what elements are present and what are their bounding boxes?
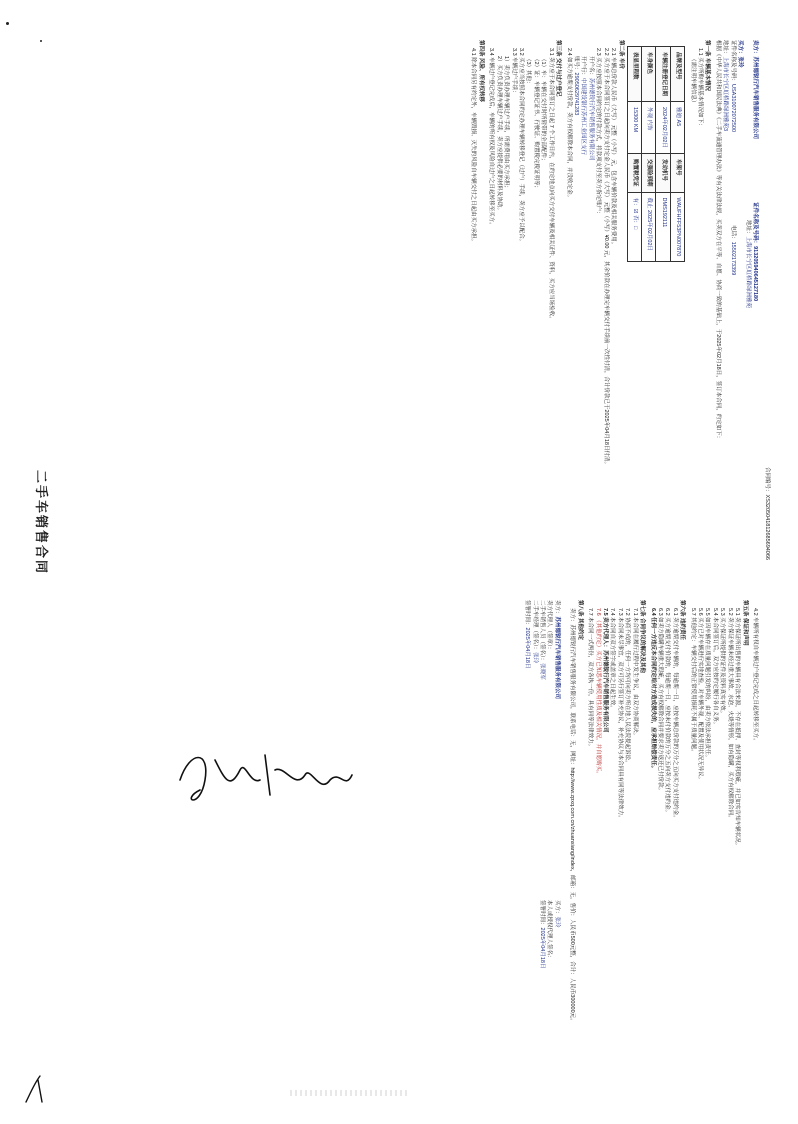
contract-body-left — [763, 40, 770, 560]
seller-agent-row — [545, 600, 552, 699]
seller-sign-name: 苏州德锐行汽车销售服务有限公司 — [553, 616, 560, 700]
preamble: 根据《中华人民共和国民法典》《二手车流通管理办法》等有关法律法规，买卖双方在平等、自愿、协商一致的基础上，于2025年02月18日，签订本合同，约定如下： — [714, 40, 721, 442]
table-row — [641, 47, 655, 262]
column-a — [469, 40, 758, 540]
buyer-agent-row — [545, 900, 552, 969]
table-cell: 发动机号 — [656, 154, 670, 193]
buyer-phone: 15502173399 — [729, 241, 736, 276]
account-label: 账号： — [572, 56, 579, 73]
table-cell: 品牌及型号 — [670, 47, 684, 102]
seller-row — [751, 40, 758, 540]
seller-address: 上海市长宁区虹桥路绿洲雅苑 — [744, 236, 751, 309]
seller-name: 苏州德锐行汽车销售服务有限公司 — [752, 56, 758, 140]
ch7-p72: 7.2 协商不成的，任何一方均可向卖方所在地人民法院提起诉讼。 — [624, 608, 631, 766]
ch5-p51: 5.1 卖方保证所出售的车辆具有合法来源，不存在抵押、查封等权利瑕疵，并已如实告知车辆状况。 — [734, 608, 741, 849]
ch3-p33a: 1）卖方负责办理车辆过户手续，所需费用由买方承担； — [503, 56, 510, 192]
ch4-title: 第四条 风险、所有权转移 — [477, 40, 484, 103]
contract-number-label: 合同编号： — [764, 467, 770, 495]
seller-broker: 张晓军 — [539, 663, 546, 680]
bank: 中国建设银行苏州工业园区支行 — [580, 78, 587, 156]
seller-broker2-row — [530, 600, 537, 699]
seller-address-row — [743, 40, 750, 540]
seller-agent-label: 卖方代理人（签章）： — [546, 600, 553, 653]
ch3-p31a: （1）车：车辆在交付时所附带的全部配件； — [540, 56, 547, 164]
ch6-p61: 6.1 卖方逾期交付车辆的，每逾期一日，应按车辆总价款的万分之五向买方支付违约金。 — [671, 608, 678, 821]
buyer-address-label: 地址： — [722, 40, 729, 57]
ch7-p76: 7.6 （其他约定）买方已知悉车辆使用性质及相关情况，并自愿购买。 — [594, 608, 601, 777]
buyer-sign-label: 买方： — [553, 900, 560, 917]
bank-label: 开户行： — [580, 56, 587, 79]
pen-mark — [20, 1072, 50, 1108]
ch5-p56: 5.6 买方已对车辆进行实地查验，对车辆外观、配置及使用状况无异议。 — [697, 608, 704, 783]
bank-name-row — [586, 40, 593, 540]
scan-smudge — [290, 1090, 410, 1096]
ch1-sub: （需注明车辆信息） — [689, 56, 696, 106]
speck — [6, 22, 9, 25]
table-cell: DMS192111 — [656, 192, 670, 262]
seller-broker2: 张玲 — [531, 652, 538, 664]
seller-broker2-label: 二手车经理（签名）： — [531, 600, 538, 653]
table-row — [627, 47, 641, 262]
table-cell: 交强险到期 — [641, 154, 655, 193]
seller-broker-label: 二手车销售人员（签名）： — [539, 600, 546, 664]
table-cell: 2024年02月02日 — [656, 102, 670, 154]
ch3-p31b: （2）证：车辆登记证书、行驶证、购置税完税证明等； — [532, 56, 539, 192]
ch5-p52: 5.2 卖方保证车辆未经过重大事故、水泡、火烧等情形，如有隐瞒，买方有权解除合同。 — [726, 608, 733, 821]
bank-name-label: 开户名： — [587, 56, 594, 79]
table-cell: 表显里程数 — [627, 47, 641, 102]
ch5-p57: 5.7 其他约定：车辆交付后的正常使用损耗不属于质量问题。 — [689, 608, 696, 755]
buyer-agent-label: 本人或授权代理人签名： — [546, 900, 553, 961]
contract-text — [28, 40, 758, 1090]
buyer-date: 2025年04月18日 — [539, 927, 546, 969]
buyer-id-no: USA310072072500 — [729, 84, 736, 133]
ch6-p62: 6.2 买方逾期支付价款的，每逾期一日，应按未付价款的万分之五向卖方支付违约金。 — [664, 608, 671, 816]
ch1-line1: 1.1 买方所购车辆基本情况如下： — [697, 48, 704, 129]
ch5-p53: 5.3 买方保证所提供的证件及资料真实有效。 — [719, 608, 726, 717]
table-cell: WAUFHFF53PN007870 — [670, 192, 684, 262]
ch3-p32: 3.2 买方应当按照本合同约定办理车辆转移登记（过户）手续，卖方应予以配合。 — [518, 48, 525, 245]
ch3-p33: 3.3 车辆过户手续： — [510, 48, 517, 96]
ch6-title: 第六条 违约责任 — [679, 600, 686, 641]
buyer-address: 上海市长宁区虹桥路绿洲雅苑3 — [722, 56, 729, 132]
ch5-title: 第五条 保证和声明 — [741, 600, 748, 646]
ch2-p23: 2.3 买方应按照本合同约定的付款方式，将款项支付至卖方指定账户： — [595, 48, 602, 217]
seller-label: 卖方： — [752, 40, 758, 57]
ch3-p33b: 2）买方负责办理车辆过户手续，卖方应提供必要的材料及协助。 — [495, 56, 502, 214]
table-cell: 车架号 — [670, 154, 684, 193]
table-cell: 车身颜色 — [641, 47, 655, 102]
seller-date-row — [523, 600, 530, 699]
table-cell: 车辆注册登记日期 — [656, 47, 670, 102]
buyer-phone-label: 电话： — [729, 225, 736, 242]
seller-credit-no: 913205940645127180 — [752, 246, 758, 302]
table-row — [670, 47, 684, 262]
ch7-p73: 7.3 本合同未尽事宜，双方可另行签订补充协议，补充协议与本合同具有同等法律效力。 — [616, 608, 623, 821]
seller-broker-row — [538, 600, 545, 699]
buyer-date-row — [538, 900, 545, 969]
contract-title: 二手车销售合同 — [34, 470, 49, 576]
ch5-p55: 5.5 如因车辆存在质量问题引发的纠纷，由卖方依法承担责任。 — [704, 608, 711, 761]
contract-number-row — [763, 40, 770, 560]
ch4-p41: 4.1 除本合同另有约定外，车辆毁损、灭失的风险自车辆交付之日起由买方承担。 — [470, 48, 477, 245]
ch6-p64: 6.4 任何一方违反本合同约定给对方造成损失的，应承担赔偿责任。 — [649, 608, 656, 772]
bank-name: 苏州德锐行汽车销售服务有限公司 — [587, 78, 594, 161]
bank-row — [579, 40, 586, 540]
table-row — [656, 47, 670, 262]
ch7-p71: 7.1 本合同在履行过程中发生争议，由双方协商解决。 — [631, 608, 638, 739]
account: 29050629741283 — [572, 72, 579, 116]
table-cell: 外观 内饰 — [641, 102, 655, 154]
table-cell: 有：☑ 否：□ — [627, 192, 641, 262]
ch6-p63: 6.3 如卖方隐瞒车辆重大瑕疵，买方有权解除合同并要求卖方返还已付价款。 — [656, 608, 663, 794]
handwritten-signature — [170, 740, 360, 805]
ch5-p54: 5.4 本合同签订后，双方应按约定履行各自义务。 — [711, 608, 718, 728]
table-cell: 雅迪 A5 — [670, 102, 684, 154]
signature-block — [490, 600, 560, 1080]
speck — [40, 40, 42, 42]
buyer-label: 买方： — [737, 40, 744, 57]
seller-sign-row — [552, 600, 559, 699]
buyer-address-row — [721, 40, 728, 540]
seller-signature — [523, 600, 560, 699]
ch2-title: 第二条 车价 — [617, 40, 624, 70]
seller-date: 2025年04月18日 — [524, 627, 531, 669]
buyer-sign-name: 张玲 — [553, 916, 560, 928]
table-cell: 购置税凭证 — [627, 154, 641, 193]
ch7-p74: 7.4 本合同自双方签字或盖章之日起生效。 — [609, 608, 616, 711]
buyer-date-label: 签署时间： — [539, 900, 546, 928]
ch3-p31c: （3）其他： — [525, 56, 532, 87]
buyer-signature — [538, 900, 560, 969]
ch7-title: 第七条 合同争议的解决及其他 — [639, 600, 646, 674]
seller-address-label: 地址： — [744, 220, 751, 237]
ch2-p24: 2.4 如买方逾期支付价款，卖方有权解除本合同，并没收定金。 — [565, 48, 572, 201]
table-cell: 截止 2025年02月02日 — [641, 192, 655, 262]
ch2-p22: 2.2 买方应于本合同签订之日起向卖方支付定金人民币（大写） 元整（小写）¥0.00 元，其余价款在办理完车辆交付手续前一次性付清，合计价款已于2025年04月18日付清。 — [602, 48, 609, 467]
buyer-row — [736, 40, 743, 540]
buyer-id-label: 证件名称及号码： — [729, 40, 736, 85]
ch4-p42: 4.2 车辆所有权自车辆过户登记完成之日起转移至买方。 — [752, 608, 758, 744]
vehicle-info-table — [627, 46, 686, 262]
column-b — [490, 600, 758, 1080]
buyer-sign-row — [552, 900, 559, 969]
ch1-title: 第一条 车辆基本情况 — [704, 40, 711, 92]
table-cell: 15300 KM — [627, 102, 641, 154]
seller-date-label: 签署时间： — [524, 600, 531, 628]
buyer-id-row — [728, 40, 735, 540]
account-row — [572, 40, 579, 540]
contract-number: XS3205041812685694066 — [764, 494, 770, 560]
ch3-p31: 3.1 卖方应于本合同签订之日起 7 个工作日内，在约定地点向买方交付车辆及相关证件、资料，买方应当场验收。 — [547, 48, 554, 322]
ch3-title: 第三条 交付与过户登记 — [555, 40, 562, 97]
buyer-name: 张玲 — [737, 56, 744, 68]
seller-sign-label: 卖方： — [553, 600, 560, 617]
ch2-p21: 2.1 车辆总价款人民币（大写） 元整（小写） 元，包含车辆价款及相关服务费用。 — [610, 48, 617, 248]
ch8-body: 卖方：苏州德锐行汽车销售服务有限公司，联系电话：无，网址：http://www.zpxq.com.cn/zhuanxiang/index，邮箱：无，售价：人民币500元整，合计：人民币300000元。 — [569, 608, 576, 1024]
ch8-title: 第八条 其他约定 — [576, 600, 583, 641]
ch7-p75: 7.5 卖方代理人：苏州德锐行汽车销售服务有限公司 — [601, 608, 608, 733]
seller-credit-label: 证件名称及号码： — [752, 202, 758, 247]
ch3-p34: 3.4 车辆过户登记完成后，车辆的所有权及风险自过户之日起转移至买方。 — [488, 48, 495, 228]
ch7-p77: 7.7 本合同一式两份，双方各执一份，具有同等法律效力。 — [587, 608, 594, 750]
